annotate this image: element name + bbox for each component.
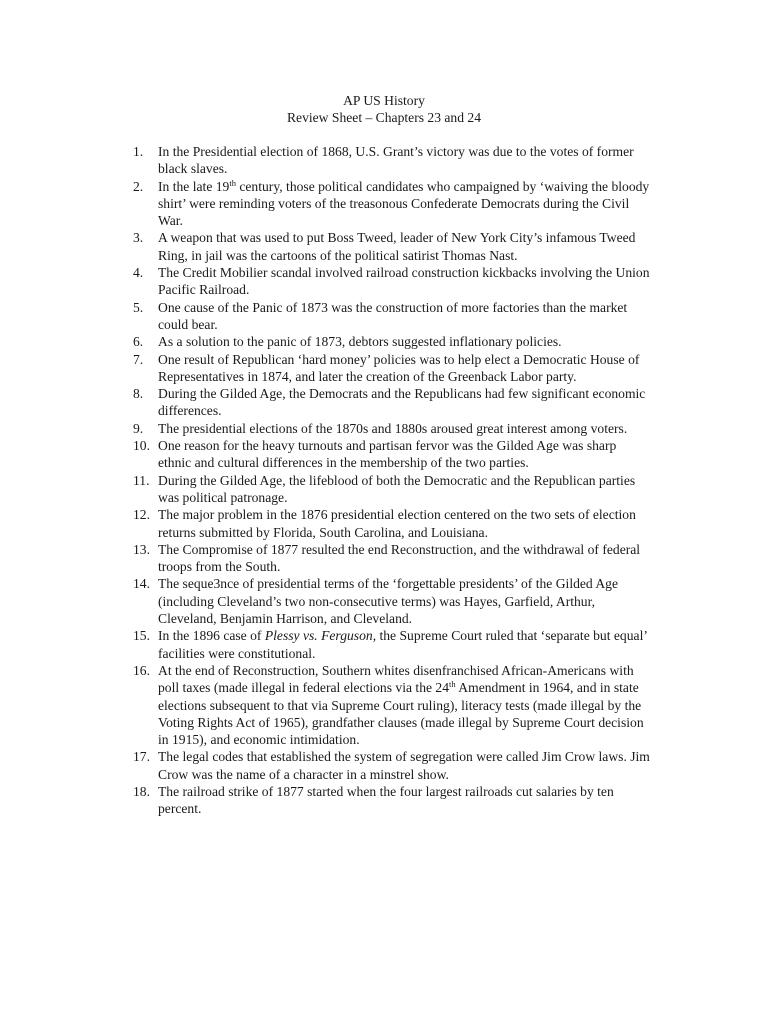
- item-text: The Credit Mobilier scandal involved railroad construction kickbacks involving the Union Pacific Railroad.: [158, 265, 650, 298]
- item-number: 16.: [133, 662, 150, 678]
- item-number: 5.: [133, 299, 144, 315]
- item-text: One cause of the Panic of 1873 was the construction of more factories than the market could bear.: [158, 299, 628, 332]
- review-list: [0, 143, 768, 818]
- superscript: th: [229, 177, 236, 188]
- item-number: 4.: [133, 265, 144, 281]
- item-number: 2.: [133, 178, 144, 194]
- list-item: [0, 506, 768, 541]
- list-item: [0, 229, 768, 264]
- list-item: [0, 333, 768, 350]
- list-item: [0, 437, 768, 472]
- list-item: [0, 143, 768, 178]
- item-number: 3.: [133, 230, 144, 246]
- item-text: century, those political candidates who campaigned by ‘waiving the bloody shirt’ were reminding voters of the treasonous Confederate Democrats during the Civil War.: [158, 178, 650, 229]
- item-text: A weapon that was used to put Boss Tweed, leader of New York City’s infamous Tweed Ring, in jail was the cartoons of the political satirist Thomas Nast.: [158, 230, 636, 263]
- item-text: In the Presidential election of 1868, U.S. Grant’s victory was due to the votes of former black slaves.: [158, 144, 634, 177]
- item-number: 10.: [133, 438, 150, 454]
- item-number: 9.: [133, 420, 144, 436]
- item-number: 14.: [133, 576, 150, 592]
- item-text: The presidential elections of the 1870s and 1880s aroused great interest among voters.: [158, 420, 628, 436]
- list-item: [0, 351, 768, 386]
- case-name-italic: Plessy vs. Ferguson: [264, 628, 373, 644]
- item-number: 11.: [133, 472, 150, 488]
- list-item: [0, 748, 768, 783]
- superscript: th: [449, 679, 456, 690]
- item-text: During the Gilded Age, the lifeblood of both the Democratic and the Republican parties was political patronage.: [158, 472, 636, 505]
- item-number: 12.: [133, 507, 150, 523]
- list-item: [0, 385, 768, 420]
- item-text: The railroad strike of 1877 started when the four largest railroads cut salaries by ten percent.: [158, 783, 614, 817]
- item-text: During the Gilded Age, the Democrats and the Republicans had few significant economic differences.: [158, 386, 646, 419]
- list-item: [0, 575, 768, 627]
- item-number: 13.: [133, 541, 150, 557]
- list-item: [0, 783, 768, 818]
- document-title: AP US History: [343, 93, 425, 108]
- item-text: In the late 19: [158, 178, 230, 194]
- item-number: 15.: [133, 628, 150, 644]
- list-item: [0, 472, 768, 507]
- item-number: 1.: [133, 144, 144, 159]
- list-item: [0, 662, 768, 748]
- item-text: In the 1896 case of: [158, 628, 265, 644]
- item-number: 7.: [133, 351, 144, 367]
- list-item: [0, 541, 768, 576]
- item-number: 8.: [133, 386, 144, 402]
- list-item: [0, 627, 768, 662]
- item-text: The Compromise of 1877 resulted the end Reconstruction, and the withdrawal of federal troops from the South.: [158, 541, 641, 575]
- item-text: One reason for the heavy turnouts and partisan fervor was the Gilded Age was sharp ethnic and cultural differences in the membership of the two parties.: [158, 438, 617, 471]
- item-number: 17.: [133, 749, 150, 765]
- list-item: [0, 420, 768, 437]
- item-text: The major problem in the 1876 presidential election centered on the two sets of election returns submitted by Florida, South Carolina, and Louisiana.: [158, 507, 636, 540]
- list-item: [0, 264, 768, 299]
- item-text: One result of Republican ‘hard money’ policies was to help elect a Democratic House of Representatives in 1874, and later the creation of the Greenback Labor party.: [158, 351, 640, 384]
- item-number: 18.: [133, 783, 150, 799]
- item-number: 6.: [133, 334, 144, 350]
- item-text: The seque3nce of presidential terms of the ‘forgettable presidents’ of the Gilded Age (including Cleveland’s two non-consecutive terms) was Hayes, Garfield, Arthur, Cleveland, Benjamin Harrison, and Cleveland.: [158, 576, 619, 627]
- item-text: As a solution to the panic of 1873, debtors suggested inflationary policies.: [158, 334, 562, 350]
- list-item: [0, 299, 768, 334]
- document-subtitle: Review Sheet – Chapters 23 and 24: [286, 110, 482, 125]
- item-text: At the end of Reconstruction, Southern whites disenfranchised African-Americans with poll taxes (made illegal in federal elections via the 24: [158, 662, 634, 696]
- item-text: Amendment in 1964, and in state elections subsequent to that via Supreme Court ruling), literacy tests (made illegal by the Voting Rights Act of 1965), grandfather clauses (made illegal by Supreme Court decision in 1915), and economic intimidation.: [158, 680, 644, 748]
- list-item: [0, 178, 768, 230]
- item-text: , the Supreme Court ruled that ‘separate but equal’ facilities were constitutional.: [158, 628, 647, 661]
- item-text: The legal codes that established the system of segregation were called Jim Crow laws. Jim Crow was the name of a character in a minstrel show.: [158, 749, 650, 782]
